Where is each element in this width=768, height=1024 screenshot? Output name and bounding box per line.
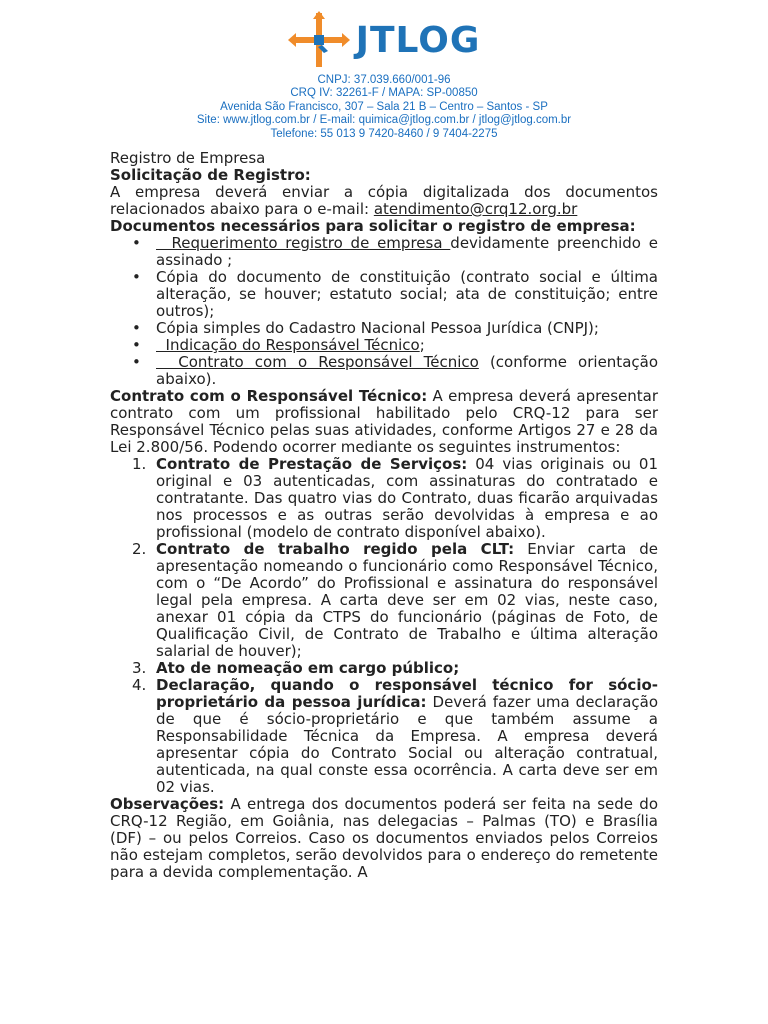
observacoes-text: A entrega dos documentos poderá ser feita na sede do CRQ-12 Região, em Goiânia, nas delegacias – Palmas (TO) e Brasília (DF) – ou pelos Correios. Caso os documentos enviados pelos Correios não estejam completos, serão devolvidos para o endereço do remetente para a devida complementação. A bbox=[110, 795, 658, 881]
company-logo bbox=[288, 10, 481, 70]
item-text: 04 vias originais ou 01 original e 03 autenticadas, com assinaturas do contratado e contratante. Das quatro vias do Contrato, duas ficarão arquivadas nos processos e as outras serão devolvidas à empresa e ao profissional (modelo de contrato disponível abaixo). bbox=[156, 455, 658, 541]
letterhead bbox=[0, 10, 768, 141]
list-item-text: Cópia simples do Cadastro Nacional Pessoa Jurídica (CNPJ); bbox=[156, 319, 599, 337]
phone-line: Telefone: 55 013 9 7420-8460 / 9 7404-2275 bbox=[270, 127, 498, 140]
address-line: Avenida São Francisco, 307 – Sala 21 B – Centro – Santos - SP bbox=[220, 100, 548, 113]
item-heading: Contrato de trabalho regido pela CLT: bbox=[156, 540, 515, 558]
list-item: • Cópia do documento de constituição (contrato social e última alteração, se houver; estatuto social; ata de constituição; entre outros); bbox=[132, 268, 658, 320]
docs-heading: Documentos necessários para solicitar o registro de empresa: bbox=[110, 217, 636, 235]
list-item: • Indicação do Responsável Técnico; bbox=[132, 336, 425, 354]
item-number: 4. bbox=[132, 676, 147, 694]
item-number: 2. bbox=[132, 540, 147, 558]
indicacao-link[interactable]: Indicação do Responsável Técnico bbox=[156, 336, 420, 354]
item-number: 1. bbox=[132, 455, 147, 473]
logo-wordmark: JTLOG bbox=[355, 19, 481, 61]
observacoes-heading: Observações: bbox=[110, 795, 225, 813]
contrato-heading: Contrato com o Responsável Técnico: bbox=[110, 387, 428, 405]
list-item-text: (conforme orientação abaixo). bbox=[156, 353, 658, 388]
list-item bbox=[110, 456, 658, 541]
contrato-text: A empresa deverá apresentar contrato com um profissional habilitado pelo CRQ-12 para ser Responsável Técnico pelas suas atividades, conforme Artigos 27 e 28 da Lei 2.800/56. Podendo ocorrer mediante os seguintes instrumentos: bbox=[110, 387, 658, 456]
list-item: • Requerimento registro de empresa devidamente preenchido e assinado ; bbox=[132, 234, 658, 269]
intro-paragraph bbox=[110, 184, 658, 218]
email-link[interactable]: atendimento@crq12.org.br bbox=[373, 200, 578, 218]
crq-line: CRQ IV: 32261-F / MAPA: SP-00850 bbox=[290, 87, 478, 100]
item-text: Enviar carta de apresentação nomeando o funcionário como Responsável Técnico, com o “De Acordo” do Profissional e assinatura do responsável legal pela empresa. A carta deve ser em 02 vias, neste caso, anexar 01 cópia da CTPS do funcionário (páginas de Foto, de Qualificação Civil, de Contrato de Trabalho e última alteração salarial de houver); bbox=[156, 540, 659, 660]
list-item-text: Cópia do documento de constituição (contrato social e última alteração, se houver; estatuto social; ata de constituição; entre outros); bbox=[156, 268, 658, 320]
solicitacao-heading: Solicitação de Registro: bbox=[110, 166, 311, 184]
list-item-text: devidamente preenchido e assinado ; bbox=[156, 234, 658, 269]
contrato-paragraph bbox=[110, 388, 658, 456]
document-body bbox=[110, 150, 658, 881]
cnpj-line: CNPJ: 37.039.660/001-96 bbox=[317, 74, 451, 86]
site-email-line[interactable]: Site: www.jtlog.com.br / E-mail: quimica@jtlog.com.br / jtlog@jtlog.com.br bbox=[196, 114, 572, 127]
item-heading: Ato de nomeação em cargo público; bbox=[156, 659, 460, 677]
item-heading: Declaração, quando o responsável técnico for sócio-proprietário da pessoa jurídica: bbox=[156, 676, 658, 711]
contact-block bbox=[0, 74, 768, 141]
documents-list bbox=[110, 235, 658, 388]
item-text: Deverá fazer uma declaração de que é sócio-proprietário e que também assume a Responsabilidade Técnica da Empresa. A empresa deverá apresentar cópia do Contrato Social ou alteração contratual, autenticada, na qual conste essa ocorrência. A carta deve ser em 02 vias. bbox=[156, 693, 659, 796]
list-item-text: ; bbox=[419, 336, 425, 354]
item-number: 3. bbox=[132, 659, 147, 677]
cross-logo-icon bbox=[288, 11, 350, 69]
intro-text: A empresa deverá enviar a cópia digitalizada dos documentos relacionados abaixo para o e-mail: bbox=[110, 183, 658, 218]
observacoes-paragraph bbox=[110, 796, 658, 881]
list-item bbox=[110, 660, 658, 677]
contrato-link[interactable]: Contrato com o Responsável Técnico bbox=[156, 353, 479, 371]
list-item: • Contrato com o Responsável Técnico (conforme orientação abaixo). bbox=[132, 353, 658, 388]
requerimento-link[interactable]: Requerimento registro de empresa bbox=[156, 234, 451, 252]
list-item bbox=[110, 677, 658, 796]
instruments-list bbox=[110, 456, 658, 796]
list-item: • Cópia simples do Cadastro Nacional Pessoa Jurídica (CNPJ); bbox=[132, 319, 599, 337]
doc-title: Registro de Empresa bbox=[110, 149, 266, 167]
item-heading: Contrato de Prestação de Serviços: bbox=[156, 455, 468, 473]
list-item bbox=[110, 541, 658, 660]
